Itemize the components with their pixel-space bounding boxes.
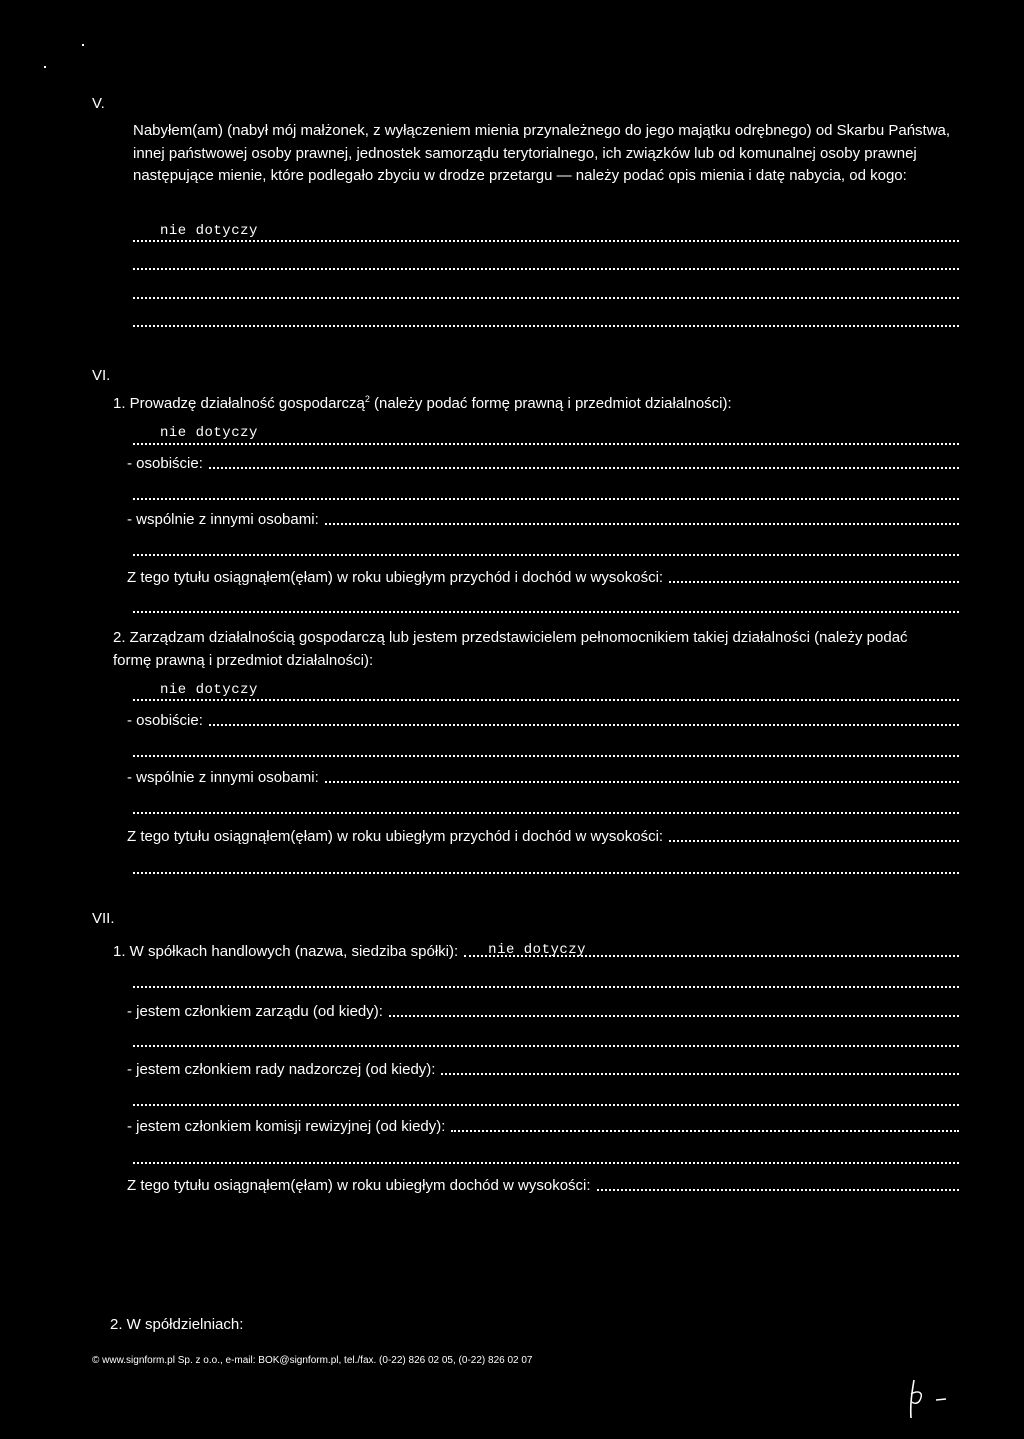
answer-line[interactable]: [133, 812, 959, 814]
heading-text: (należy podać formę prawną i przedmiot działalności):: [369, 395, 732, 412]
section-vi-item1-answer: nie dotyczy: [160, 425, 258, 441]
personal-label: - osobiście:: [127, 712, 203, 729]
section-v-text: Nabyłem(am) (nabył mój małżonek, z wyłączeniem mienia przynależnego do jego majątku odrębnego) od Skarbu Państwa, innej państwowej osoby prawnej, jednostek samorządu terytorialnego, ich związków lub od komunalnej osoby prawnej następujące mienie, które podlegało zbyciu w drodze przetargu — należy podać opis mienia i datę nabycia, od kogo:: [133, 122, 951, 184]
income-label: Z tego tytułu osiągnąłem(ęłam) w roku ubiegłym przychód i dochód w wysokości:: [127, 569, 664, 586]
scan-speck: [44, 66, 46, 68]
jointly-label: - wspólnie z innymi osobami:: [127, 511, 319, 528]
answer-line[interactable]: [133, 554, 959, 556]
income-field[interactable]: [669, 581, 959, 583]
section-vi-item2-heading: 2. Zarządzam działalnością gospodarczą lub jestem przedstawicielem pełnomocnikiem takiej działalności (należy podać formę prawną i przedmiot działalności):: [113, 629, 908, 669]
section-vi-numeral: VI.: [92, 367, 111, 384]
jointly-row: [127, 508, 959, 528]
heading-text: 1. Prowadzę działalność gospodarczą: [113, 395, 365, 412]
jointly-label: - wspólnie z innymi osobami:: [127, 769, 319, 786]
audit-label: - jestem członkiem komisji rewizyjnej (od kiedy):: [127, 1118, 446, 1135]
income-field[interactable]: [597, 1189, 959, 1191]
answer-line[interactable]: [133, 1104, 959, 1106]
section-vii-item2-heading: 2. W spółdzielniach:: [110, 1316, 244, 1333]
scan-speck: [82, 44, 84, 46]
companies-field-wrap: [464, 940, 959, 960]
answer-line[interactable]: [133, 498, 959, 500]
section-v-numeral: V.: [92, 95, 105, 112]
section-vii-numeral: VII.: [92, 910, 115, 927]
companies-heading: 1. W spółkach handlowych (nazwa, siedziba spółki):: [113, 943, 459, 960]
audit-field[interactable]: [451, 1130, 959, 1132]
income-label: Z tego tytułu osiągnąłem(ęłam) w roku ubiegłym dochód w wysokości:: [127, 1177, 591, 1194]
answer-line[interactable]: [133, 611, 959, 613]
jointly-field[interactable]: [325, 523, 959, 525]
answer-line[interactable]: [133, 240, 959, 242]
income-row: [127, 566, 959, 586]
answer-line[interactable]: [133, 872, 959, 874]
audit-row: [127, 1115, 959, 1135]
footer-copyright: © www.signform.pl Sp. z o.o., e-mail: BOK@signform.pl, tel./fax. (0-22) 826 02 05, (0-22) 826 02 07: [92, 1355, 533, 1366]
board-field[interactable]: [389, 1015, 959, 1017]
personal-field[interactable]: [209, 467, 959, 469]
personal-field[interactable]: [209, 724, 959, 726]
supervisory-label: - jestem członkiem rady nadzorczej (od kiedy):: [127, 1061, 436, 1078]
personal-row: [127, 709, 959, 729]
answer-line[interactable]: [133, 755, 959, 757]
answer-line[interactable]: [133, 443, 959, 445]
section-v-answer: nie dotyczy: [160, 223, 258, 239]
answer-line[interactable]: [133, 268, 959, 270]
personal-row: [127, 452, 959, 472]
supervisory-row: [127, 1058, 959, 1078]
answer-line[interactable]: [133, 1162, 959, 1164]
jointly-row: [127, 766, 959, 786]
footnote-marker: 2: [364, 394, 370, 404]
answer-line[interactable]: [133, 986, 959, 988]
answer-line[interactable]: [133, 325, 959, 327]
signature-mark: [900, 1372, 960, 1422]
income-row: [127, 825, 959, 845]
answer-line[interactable]: [133, 297, 959, 299]
income-field[interactable]: [669, 840, 959, 842]
companies-row: [113, 940, 959, 960]
board-label: - jestem członkiem zarządu (od kiedy):: [127, 1003, 383, 1020]
jointly-field[interactable]: [325, 781, 959, 783]
personal-label: - osobiście:: [127, 455, 203, 472]
companies-answer: nie dotyczy: [488, 942, 587, 958]
companies-field[interactable]: [464, 955, 959, 957]
board-row: [127, 1000, 959, 1020]
income-row: [127, 1174, 959, 1194]
answer-line[interactable]: [133, 699, 959, 701]
supervisory-field[interactable]: [441, 1073, 959, 1075]
income-label: Z tego tytułu osiągnąłem(ęłam) w roku ubiegłym przychód i dochód w wysokości:: [127, 828, 664, 845]
section-vi-item1-heading: [113, 394, 732, 412]
answer-line[interactable]: [133, 1045, 959, 1047]
section-vi-item2-answer: nie dotyczy: [160, 682, 258, 698]
